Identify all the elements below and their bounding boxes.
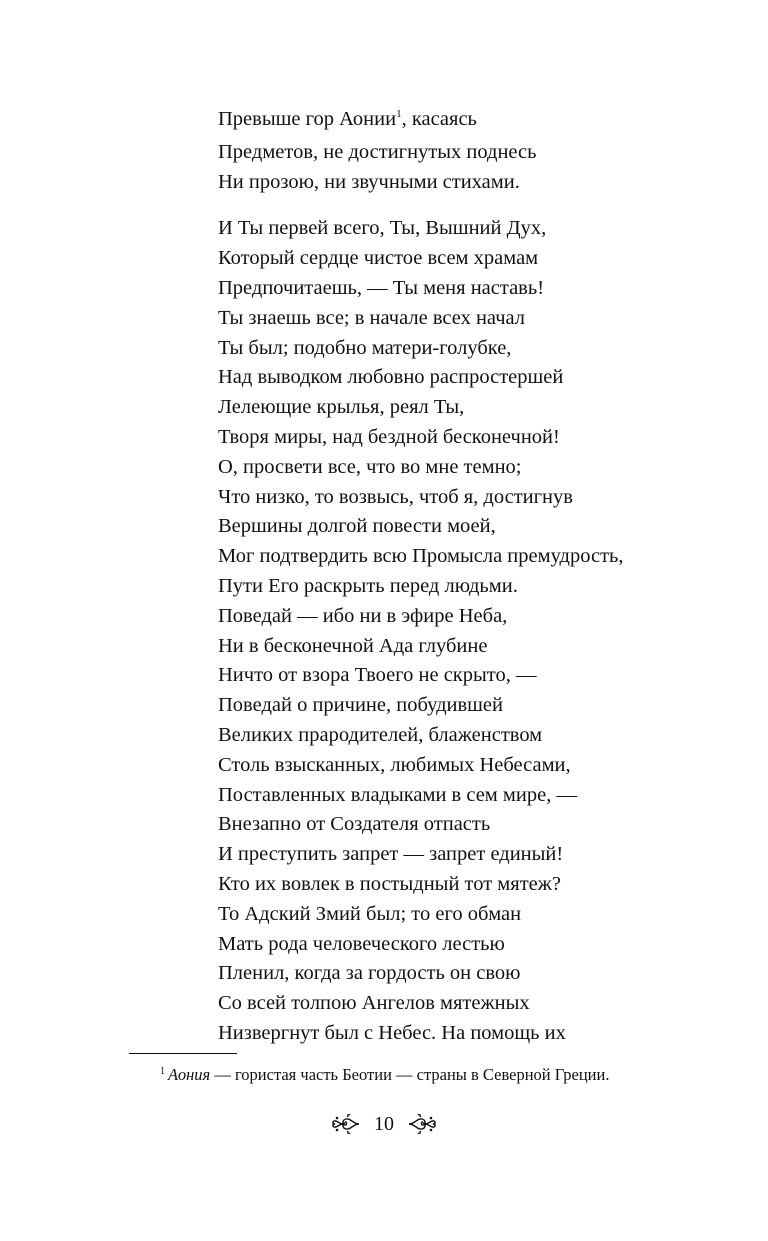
poem-line: Лелеющие крылья, реял Ты,	[218, 396, 465, 419]
footnote-mark: 1	[160, 1066, 165, 1077]
poem-line: О, просвети все, что во мне темно;	[218, 455, 522, 478]
poem-line: Что низко, то возвысь, чтоб я, достигнув	[218, 485, 573, 508]
poem-line: Над выводком любовно распростершей	[218, 366, 564, 389]
poem-line: Мать рода человеческого лестью	[218, 932, 505, 955]
poem-line: Столь взысканных, любимых Небесами,	[218, 753, 571, 776]
poem-line: И Ты первей всего, Ты, Вышний Дух,	[218, 217, 547, 240]
poem-line: Предметов, не достигнутых поднесь	[218, 140, 537, 163]
poem-line: Ты знаешь все; в начале всех начал	[218, 306, 526, 329]
footnote-term: Аония	[168, 1065, 211, 1084]
poem-line: Пленил, когда за гордость он свою	[218, 962, 521, 985]
fleuron-right-icon	[407, 1112, 437, 1136]
poem-line: Ты был; подобно матери-голубке,	[218, 336, 512, 359]
stanza-2	[218, 214, 738, 1048]
footnote-divider	[129, 1053, 237, 1054]
footnote-text: — гористая часть Беотии — страны в Северной Греции.	[210, 1065, 610, 1084]
footnote	[160, 1064, 609, 1089]
line-text: Превыше гор Аонии	[218, 108, 397, 130]
poem-line: Творя миры, над бездной бесконечной!	[218, 425, 560, 448]
line-tail: , касаясь	[401, 108, 477, 130]
poem-line: Вершины долгой повести моей,	[218, 515, 496, 538]
poem-line: Поведай о причине, побудившей	[218, 694, 503, 717]
poem-line: Поставленных владыками в сем мире, —	[218, 783, 577, 806]
poem-line: Который сердце чистое всем храмам	[218, 247, 539, 270]
poem-line: И преступить запрет — запрет единый!	[218, 843, 564, 866]
poem-line: Ни прозою, ни звучными стихами.	[218, 170, 520, 193]
poem-line: Предпочитаешь, — Ты меня наставь!	[218, 276, 545, 299]
poem-line	[218, 105, 738, 138]
poem-line: Поведай — ибо ни в эфире Неба,	[218, 604, 508, 627]
poem-line: Пути Его раскрыть перед людьми.	[218, 574, 518, 597]
poem-text	[218, 105, 738, 1049]
poem-line: Ничто от взора Твоего не скрыто, —	[218, 664, 537, 687]
poem-line: То Адский Змий был; то его обман	[218, 902, 522, 925]
poem-line: Кто их вовлек в постыдный тот мятеж?	[218, 872, 562, 895]
fleuron-left-icon	[331, 1112, 361, 1136]
page-number: 10	[374, 1113, 394, 1136]
poem-line: Ни в бесконечной Ада глубине	[218, 634, 488, 657]
poem-line: Мог подтвердить всю Промысла премудрость,	[218, 545, 624, 568]
poem-line: Низвергнут был с Небес. На помощь их	[218, 1021, 566, 1044]
footnote-ref: 1	[396, 108, 402, 120]
poem-line: Со всей толпою Ангелов мятежных	[218, 992, 530, 1015]
poem-line: Внезапно от Создателя отпасть	[218, 813, 491, 836]
stanza-1	[218, 105, 738, 197]
poem-line: Великих прародителей, блаженством	[218, 723, 543, 746]
page-footer	[0, 1110, 768, 1137]
